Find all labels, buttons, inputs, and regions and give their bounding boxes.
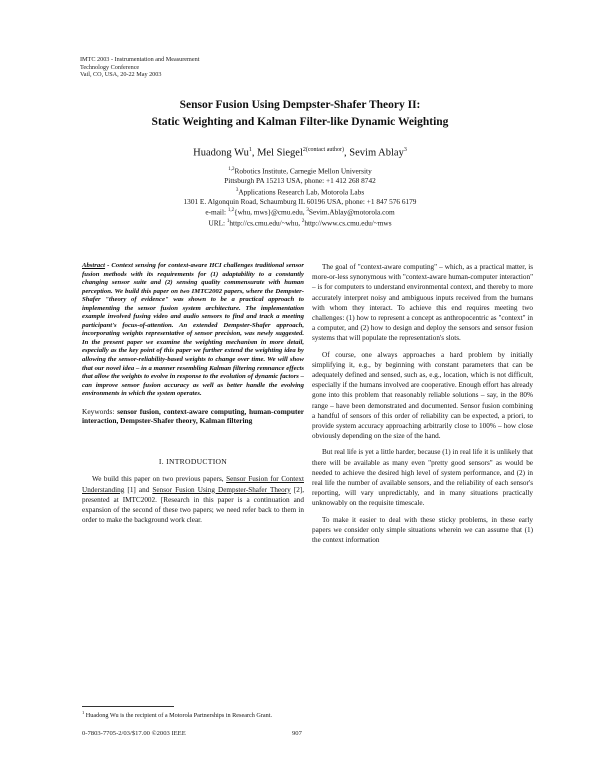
email-line	[0, 206, 600, 217]
conference-line-1: IMTC 2003 - Instrumentation and Measurement	[80, 56, 200, 63]
author-3-marker: 3	[403, 147, 407, 153]
affiliations	[0, 165, 600, 228]
intro-paragraph	[82, 474, 304, 525]
url-label: URL:	[208, 218, 227, 228]
affiliation-line-3	[0, 186, 600, 197]
author-separator: ,	[251, 147, 258, 159]
email-motorola[interactable]: Sevim.Ablay@motorola.com	[308, 207, 395, 217]
author-separator: ,	[344, 147, 350, 159]
email-marker: 1,2	[227, 208, 235, 214]
affiliation-line-4: 1301 E. Algonquin Road, Schaumburg IL 60196 USA, phone: +1 847 576 6179	[183, 196, 417, 206]
keywords-label: Keywords:	[82, 406, 118, 416]
paper-title	[0, 97, 600, 131]
footnote-text: Huadong Wu is the recipient of a Motorola Partnerships in Research Grant.	[84, 712, 273, 720]
footnote	[82, 710, 272, 719]
conference-line-2: Technology Conference	[80, 63, 140, 71]
keywords-text: sensor fusion, context-aware computing, human-computer interaction, Dempster-Shafer theory, Kalman filtering	[82, 406, 304, 426]
title-line-1: Sensor Fusion Using Dempster-Shafer Theory II:	[179, 99, 421, 111]
author-1: Huadong Wu	[193, 147, 249, 159]
abstract-label: Abstract	[82, 262, 106, 269]
url-mws[interactable]: http://www.cs.cmu.edu/~mws	[304, 218, 392, 228]
url-marker: 1	[226, 219, 230, 225]
section-heading-introduction: I. INTRODUCTION	[158, 457, 228, 467]
intro-text: [1] and	[124, 485, 153, 494]
affiliation-text: Robotics Institute, Carnegie Mellon University	[234, 166, 372, 176]
email-label: e-mail:	[205, 207, 228, 217]
footnote-divider	[82, 706, 174, 707]
right-column	[312, 262, 533, 545]
reference-link-2[interactable]: Sensor Fusion Using Dempster-Shafer Theory	[152, 485, 291, 494]
author-1-marker: 1	[248, 147, 252, 153]
body-paragraph-2: Of course, one always approaches a hard problem by initially simplifying it, e.g., by beginning with constant parameters that can be adequately defined and sensed, such as, e.g., location, which is not difficult, especially if the humans involved are cooperative. Enough effort has already gone into this problem that reasonably reliable solutions – say, in the 80% range – have been demonstrated and documented. Sensor fusion combining a handful of sensors of this order of reliability can be expected, a priori, to provide system accuracy approaching arbitrarily close to 100% – how close obviously depending on the size of the hand.	[312, 350, 533, 441]
author-list	[0, 147, 600, 159]
intro-text: We build this paper on two previous papers,	[92, 475, 227, 484]
author-2: Mel Siegel	[257, 147, 303, 159]
left-column	[82, 262, 304, 525]
abstract-text: - Context sensing for context-aware HCI challenges traditional sensor fusion methods with its requirements for (1) adaptability to a constantly changing sensor suite and (2) sensing quality commensurate with human perception. We build this paper on two IMTC2002 papers, where the Dempster-Shafer "theory of evidence" was shown to be a practical approach to implementing the sensor fusion system architecture. The implementation example involved fusing video and audio sensors to find and track a meeting participant's focus-of-attention. An extended Dempster-Shafer approach, incorporating weights representative of sensor precision, was newly suggested. In the present paper we examine the weighting mechanism in more detail, especially as the key point of this paper we further extend the weighting idea by allowing the sensor-reliability-based weights to change over time. We will show that our novel idea – in a manner resembling Kalman filtering remnance effects that allow the weights to evolve in response to the evolution of dynamic factors – can improve sensor fusion accuracy as well as better handle the evolving environments in which the system operates.	[82, 262, 304, 398]
affiliation-line-2: Pittsburgh PA 15213 USA, phone: +1 412 268 8742	[224, 176, 376, 186]
isbn-copyright: 0-7803-7705-2/03/$17.00 ©2003 IEEE	[82, 730, 186, 737]
title-line-2: Static Weighting and Kalman Filter-like Dynamic Weighting	[151, 116, 449, 128]
body-paragraph-3: But real life is yet a little harder, because (1) in real life it is unlikely that there will be available as many even "pretty good sensors" as would be needed to achieve the desired high level of system performance, and (2) in real life the number of available sensors, and the reliability of each sensor's reporting, will vary unpredictably, and in many situations practically unknowably on the requisite timescale.	[312, 448, 533, 508]
keywords	[82, 407, 304, 426]
url-whu[interactable]: http://cs.cmu.edu/~whu,	[229, 218, 302, 228]
reference-link-1[interactable]: Sensor Fusion for Context Understanding	[82, 475, 305, 494]
conference-info	[80, 56, 199, 79]
affiliation-text: Applications Research Lab, Motorola Labs	[238, 187, 365, 197]
author-3: Sevim Ablay	[349, 147, 404, 159]
author-2-marker: 2(contact author)	[302, 147, 345, 153]
url-marker: 2	[301, 219, 305, 225]
conference-line-3: Vail, CO, USA, 20-22 May 2003	[80, 71, 162, 79]
email-cmu[interactable]: {whu, mws}@cmu.edu,	[234, 207, 307, 217]
abstract	[82, 262, 304, 399]
affiliation-marker: 1,2	[228, 167, 235, 172]
affiliation-line-1	[0, 165, 600, 176]
body-paragraph-1: The goal of "context-aware computing" – which, as a practical matter, is more-or-less synonymous with "context-aware human-computer interaction" – is for computers to understand environmental context, and thereby to more accurately interpret noisy and ambiguous inputs received from the humans with whom they interact. To achieve this end requires meeting two challenges: (1) how to represent a concept as anthropocentric as "context" in a computer, and (2) how to design and deploy the sensors and sensor fusion systems that will populate the representation's slots.	[312, 263, 533, 343]
url-line	[0, 217, 600, 228]
footnote-marker: 1	[82, 710, 85, 715]
affiliation-marker: 3	[235, 187, 239, 193]
intro-text: [2], presented at IMTC2002. [Research in this paper is a continuation and expansion of the second of these two papers; we need refer back to them in order to make the background work clear.	[82, 485, 304, 525]
page-number: 907	[292, 730, 302, 737]
email-marker: 3	[306, 208, 309, 214]
body-paragraph-4: To make it easier to deal with these sticky problems, in these early papers we consider only simple situations wherein we can assume that (1) the context information	[312, 515, 533, 545]
